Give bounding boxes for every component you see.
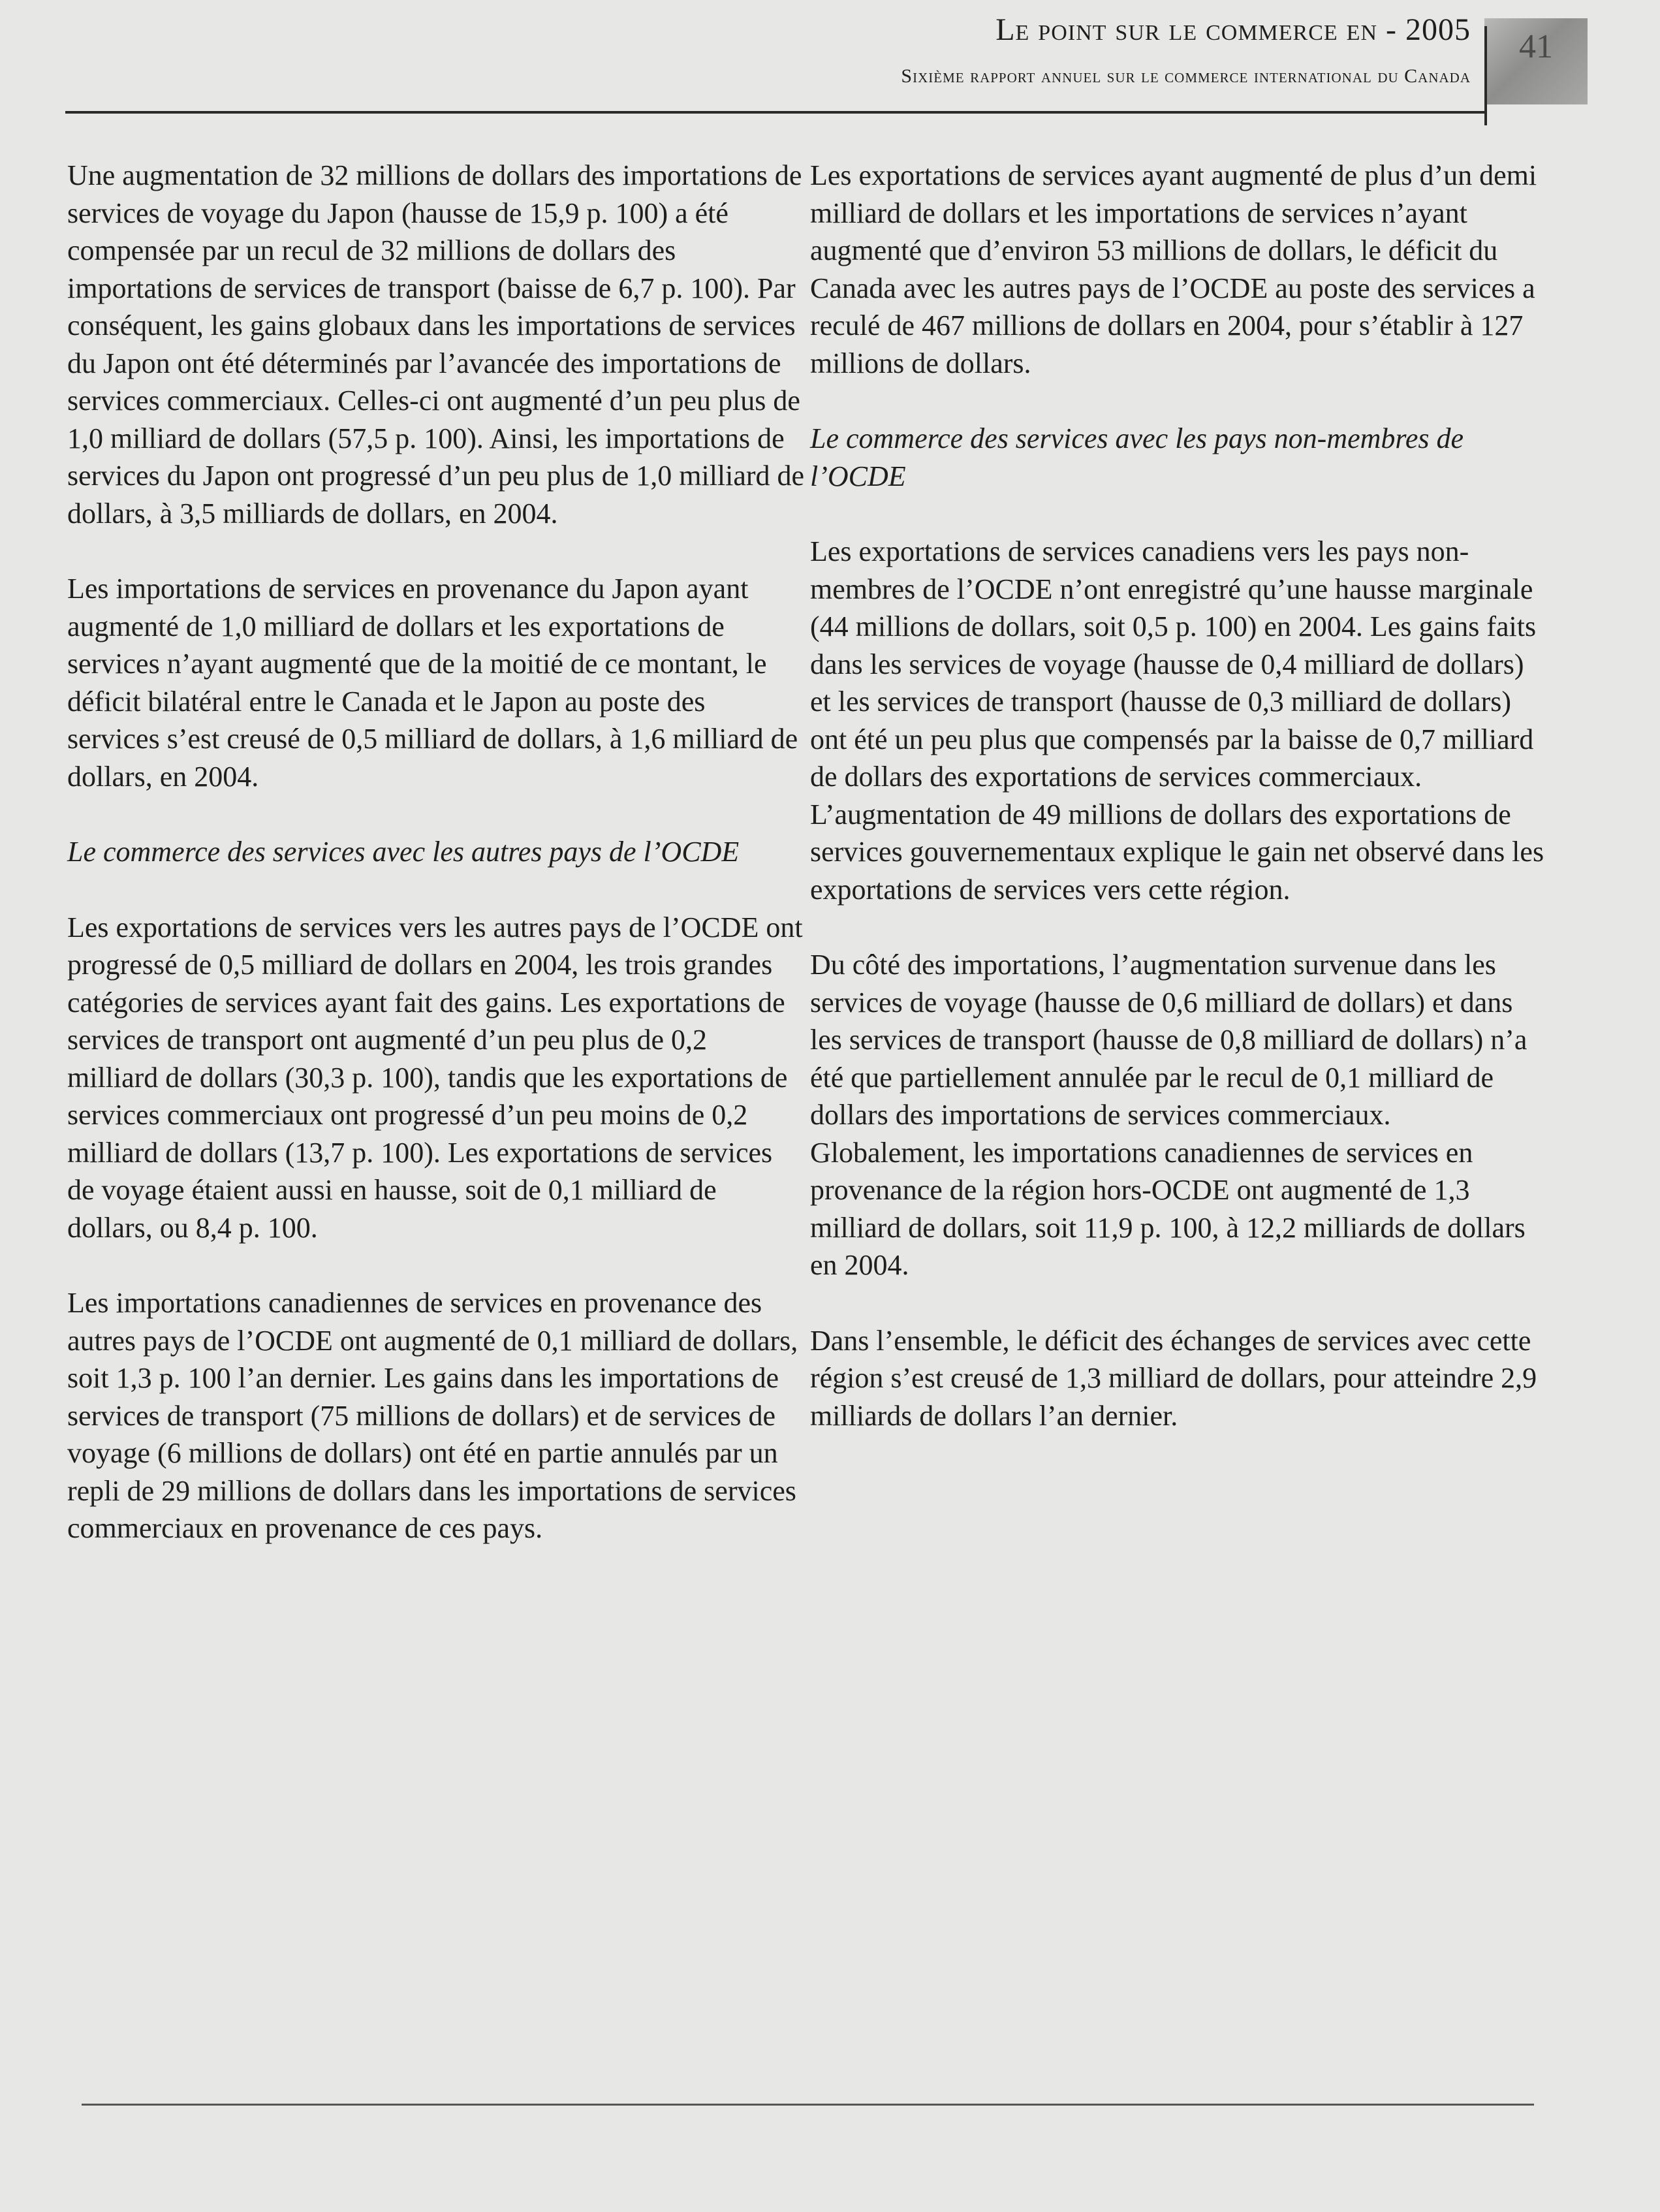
paragraph: Les exportations de services vers les autres pays de l’OCDE ont progressé de 0,5 milliard de dollars en 2004, les trois grandes catégories de services ayant fait des gains. Les exportations de services de transport ont augmenté d’un peu plus de 0,2 milliard de dollars (30,3 p. 100), tandis que les exportations de services commerciaux ont progressé d’un peu moins de 0,2 milliard de dollars (13,7 p. 100). Les exportations de services de voyage étaient aussi en hausse, soit de 0,1 milliard de dollars, ou 8,4 p. 100. (67, 911, 803, 1244)
paragraph: Les importations de services en provenance du Japon ayant augmenté de 1,0 milliard de dollars et les exportations de services n’ayant augmenté que de la moitié de ce montant, le déficit bilatéral entre le Canada et le Japon au poste des services s’est creusé de 0,5 milliard de dollars, à 1,6 milliard de dollars, en 2004. (67, 573, 798, 793)
paragraph: Une augmentation de 32 millions de dollars des importations de services de voyage du Japon (hausse de 15,9 p. 100) a été compensée par un recul de 32 millions de dollars des importations de services de transport (baisse de 6,7 p. 100). Par conséquent, les gains globaux dans les importations de services du Japon ont été déterminés par l’avancée des importations de services commerciaux. Celles-ci ont augmenté d’un peu plus de 1,0 milliard de dollars (57,5 p. 100). Ainsi, les importations de services du Japon ont progressé d’un peu plus de 1,0 milliard de dollars, à 3,5 milliards de dollars, en 2004. (67, 159, 805, 529)
right-column (810, 157, 1548, 1472)
section-subheading: Le commerce des services avec les pays non-membres de l’OCDE (810, 422, 1464, 492)
page-number-tab (1484, 18, 1588, 104)
paragraph: Les exportations de services ayant augmenté de plus d’un demi milliard de dollars et les importations de services n’ayant augmenté que d’environ 53 millions de dollars, le déficit du Canada avec les autres pays de l’OCDE au poste des services a reculé de 467 millions de dollars en 2004, pour s’établir à 127 millions de dollars. (810, 159, 1537, 379)
running-header-subtitle: Sixième rapport annuel sur le commerce international du Canada (901, 65, 1471, 87)
header-tick-rule (1484, 26, 1487, 125)
paragraph: Du côté des importations, l’augmentation survenue dans les services de voyage (hausse de 0,6 milliard de dollars) et dans les services de transport (hausse de 0,8 milliard de dollars) n’a été que partiellement annulée par le recul de 0,1 milliard de dollars des importations de services commerciaux. Globalement, les importations canadiennes de services en provenance de la région hors-OCDE ont augmenté de 1,3 milliard de dollars, soit 11,9 p. 100, à 12,2 milliards de dollars en 2004. (810, 949, 1527, 1281)
left-column (67, 157, 805, 1585)
paragraph: Dans l’ensemble, le déficit des échanges de services avec cette région s’est creusé de 1,3 milliard de dollars, pour atteindre 2,9 milliards de dollars l’an dernier. (810, 1324, 1537, 1432)
paragraph: Les importations canadiennes de services en provenance des autres pays de l’OCDE ont augmenté de 0,1 milliard de dollars, soit 1,3 p. 100 l’an dernier. Les gains dans les importations de services de transport (75 millions de dollars) et de services de voyage (6 millions de dollars) ont été en partie annulés par un repli de 29 millions de dollars dans les importations de services commerciaux en provenance de ces pays. (67, 1287, 798, 1544)
page-number: 41 (1519, 28, 1553, 65)
paragraph: Les exportations de services canadiens vers les pays non-membres de l’OCDE n’ont enregistré qu’une hausse marginale (44 millions de dollars, soit 0,5 p. 100) en 2004. Les gains faits dans les services de voyage (hausse de 0,4 milliard de dollars) et les services de transport (hausse de 0,3 milliard de dollars) ont été un peu plus que compensés par la baisse de 0,7 milliard de dollars des exportations de services commerciaux. L’augmentation de 49 millions de dollars des exportations de services gouvernementaux explique le gain net observé dans les exportations de services vers cette région. (810, 535, 1544, 906)
section-subheading: Le commerce des services avec les autres pays de l’OCDE (67, 836, 740, 868)
header-rule (65, 111, 1485, 114)
footer-rule (82, 2104, 1534, 2106)
running-header-title: Le point sur le commerce en - 2005 (995, 12, 1471, 47)
